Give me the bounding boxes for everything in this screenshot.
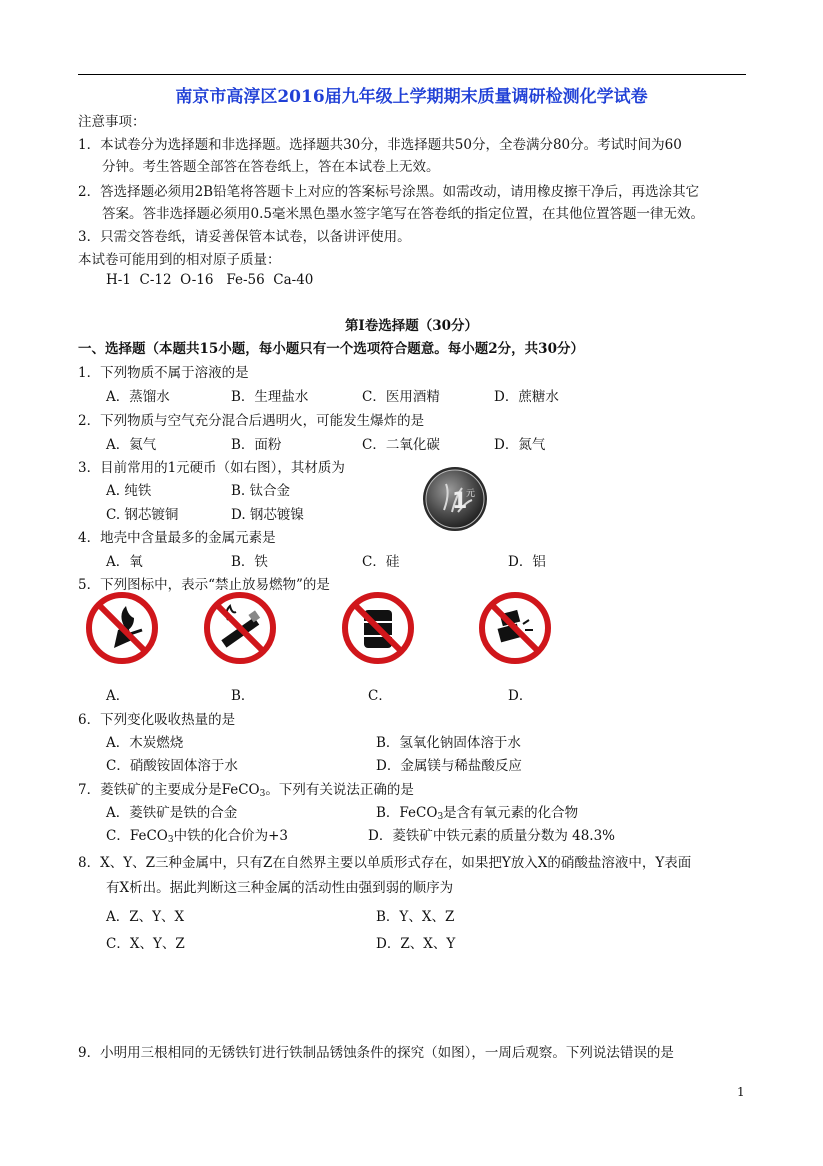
formula: FeCO [129,828,168,844]
question-3-stem: 3．目前常用的1元硬币（如右图），其材质为 [78,460,345,476]
q4-option-a: A．氧 [106,554,143,570]
question-6-stem: 6．下列变化吸收热量的是 [78,712,236,728]
q8-option-d: D．Z、X、Y [376,936,456,952]
q3-option-d: D. 钢芯镀镍 [231,507,304,523]
q1-option-d: D．蔗糖水 [494,389,559,405]
q3-option-c: C. 钢芯镀铜 [106,507,179,523]
q2-option-d: D．氮气 [494,437,546,453]
question-5-stem: 5．下列图标中，表示“禁止放易燃物”的是 [78,577,330,593]
coin-face-value: 1 [452,489,468,514]
no-open-flame-sign-icon [84,590,160,666]
page-number: 1 [737,1085,745,1099]
q1-option-a: A．蒸馏水 [106,389,170,405]
top-rule [78,74,746,75]
q6-option-d: D．金属镁与稀盐酸反应 [376,758,522,774]
q5-option-d: D． [508,688,533,704]
q6-option-c: C．硝酸铵固体溶于水 [106,758,238,774]
q2-option-c: C．二氧化碳 [362,437,440,453]
q4-option-c: C．硅 [362,554,400,570]
question-8-stem-line2: 有X析出。据此判断这三种金属的活动性由强到弱的顺序为 [106,880,454,896]
part-title: 第Ⅰ卷选择题（30分） [344,318,479,334]
question-4-stem: 4．地壳中含量最多的金属元素是 [78,530,276,546]
q7-c-prefix: C． [106,828,130,844]
question-2-stem: 2．下列物质与空气充分混合后遇明火，可能发生爆炸的是 [78,413,425,429]
q7-b-prefix: B． [376,805,400,821]
q5-option-b: B． [231,688,255,704]
formula: FeCO [221,782,260,798]
q3-option-b: B. 钛合金 [231,483,291,499]
q7-stem-post: 。下列有关说法正确的是 [265,782,414,798]
q2-option-a: A．氦气 [106,437,157,453]
notes-heading: 注意事项： [78,114,146,130]
atomic-mass-heading: 本试卷可能用到的相对原子质量： [78,252,281,268]
question-9-stem: 9．小明用三根相同的无锈铁钉进行铁制品锈蚀条件的探究（如图），一周后观察。下列说法错误的是 [78,1045,674,1061]
q7-option-d: D．菱铁矿中铁元素的质量分数为 48.3% [368,828,616,844]
q2-option-b: B．面粉 [231,437,282,453]
note-line: 1．本试卷分为选择题和非选择题。选择题共30分，非选择题共50分，全卷满分80分。考试时间为60 [78,137,682,153]
formula: FeCO [399,805,438,821]
note-line: 分钟。考生答题全部答在答卷纸上，答在本试卷上无效。 [102,159,440,175]
q4-option-b: B．铁 [231,554,268,570]
q8-option-c: C．X、Y、Z [106,936,185,952]
question-8-stem-line1: 8．X、Y、Z三种金属中，只有Z在自然界主要以单质形式存在，如果把Y放入X的硝酸盐溶液中，Y表面 [78,855,692,871]
atomic-masses: H-1 C-12 O-16 Fe-56 Ca-40 [106,272,314,288]
q6-option-a: A．木炭燃烧 [106,735,184,751]
no-fireworks-sign-icon [477,590,553,666]
q8-option-b: B．Y、X、Z [376,909,455,925]
note-line: 答案。答非选择题必须用0.5毫米黑色墨水签字笔写在答卷纸的指定位置，在其他位置答题一律无效。 [102,206,704,222]
question-1-stem: 1．下列物质不属于溶液的是 [78,365,249,381]
no-flammable-materials-sign-icon [340,590,416,666]
q5-option-a: A． [106,688,130,704]
formula-subscript: 3 [167,835,174,845]
q7-stem-pre: 7．菱铁矿的主要成分是 [78,782,222,798]
q6-option-b: B．氢氧化钠固体溶于水 [376,735,521,751]
formula-subscript: 3 [437,812,444,822]
q5-option-c: C． [368,688,392,704]
note-line: 3．只需交答卷纸，请妥善保管本试卷，以备讲评使用。 [78,229,411,245]
q7-option-a: A．菱铁矿是铁的合金 [106,805,238,821]
q1-option-c: C．医用酒精 [362,389,440,405]
q3-option-a: A. 纯铁 [106,483,152,499]
q8-option-a: A．Z、Y、X [106,909,185,925]
q1-option-b: B．生理盐水 [231,389,309,405]
q4-option-d: D．铝 [508,554,546,570]
q7-option-c [106,824,288,845]
formula-subscript: 3 [259,789,266,799]
coin-unit: 元 [466,489,476,499]
coin-image [422,466,488,532]
section-title: 一、选择题（本题共15小题，每小题只有一个选项符合题意。每小题2分，共30分） [78,341,584,357]
no-smoking-sign-icon [202,590,278,666]
exam-title: 南京市高淳区2016届九年级上学期期末质量调研检测化学试卷 [175,87,648,107]
q7-c-text: 中铁的化合价为+3 [173,828,288,844]
question-7-stem [78,778,414,799]
q7-b-text: 是含有氧元素的化合物 [443,805,579,821]
note-line: 2．答选择题必须用2B铅笔将答题卡上对应的答案标号涂黑。如需改动，请用橡皮擦干净后，再选涂其它 [78,184,700,200]
q7-option-b [376,801,578,822]
